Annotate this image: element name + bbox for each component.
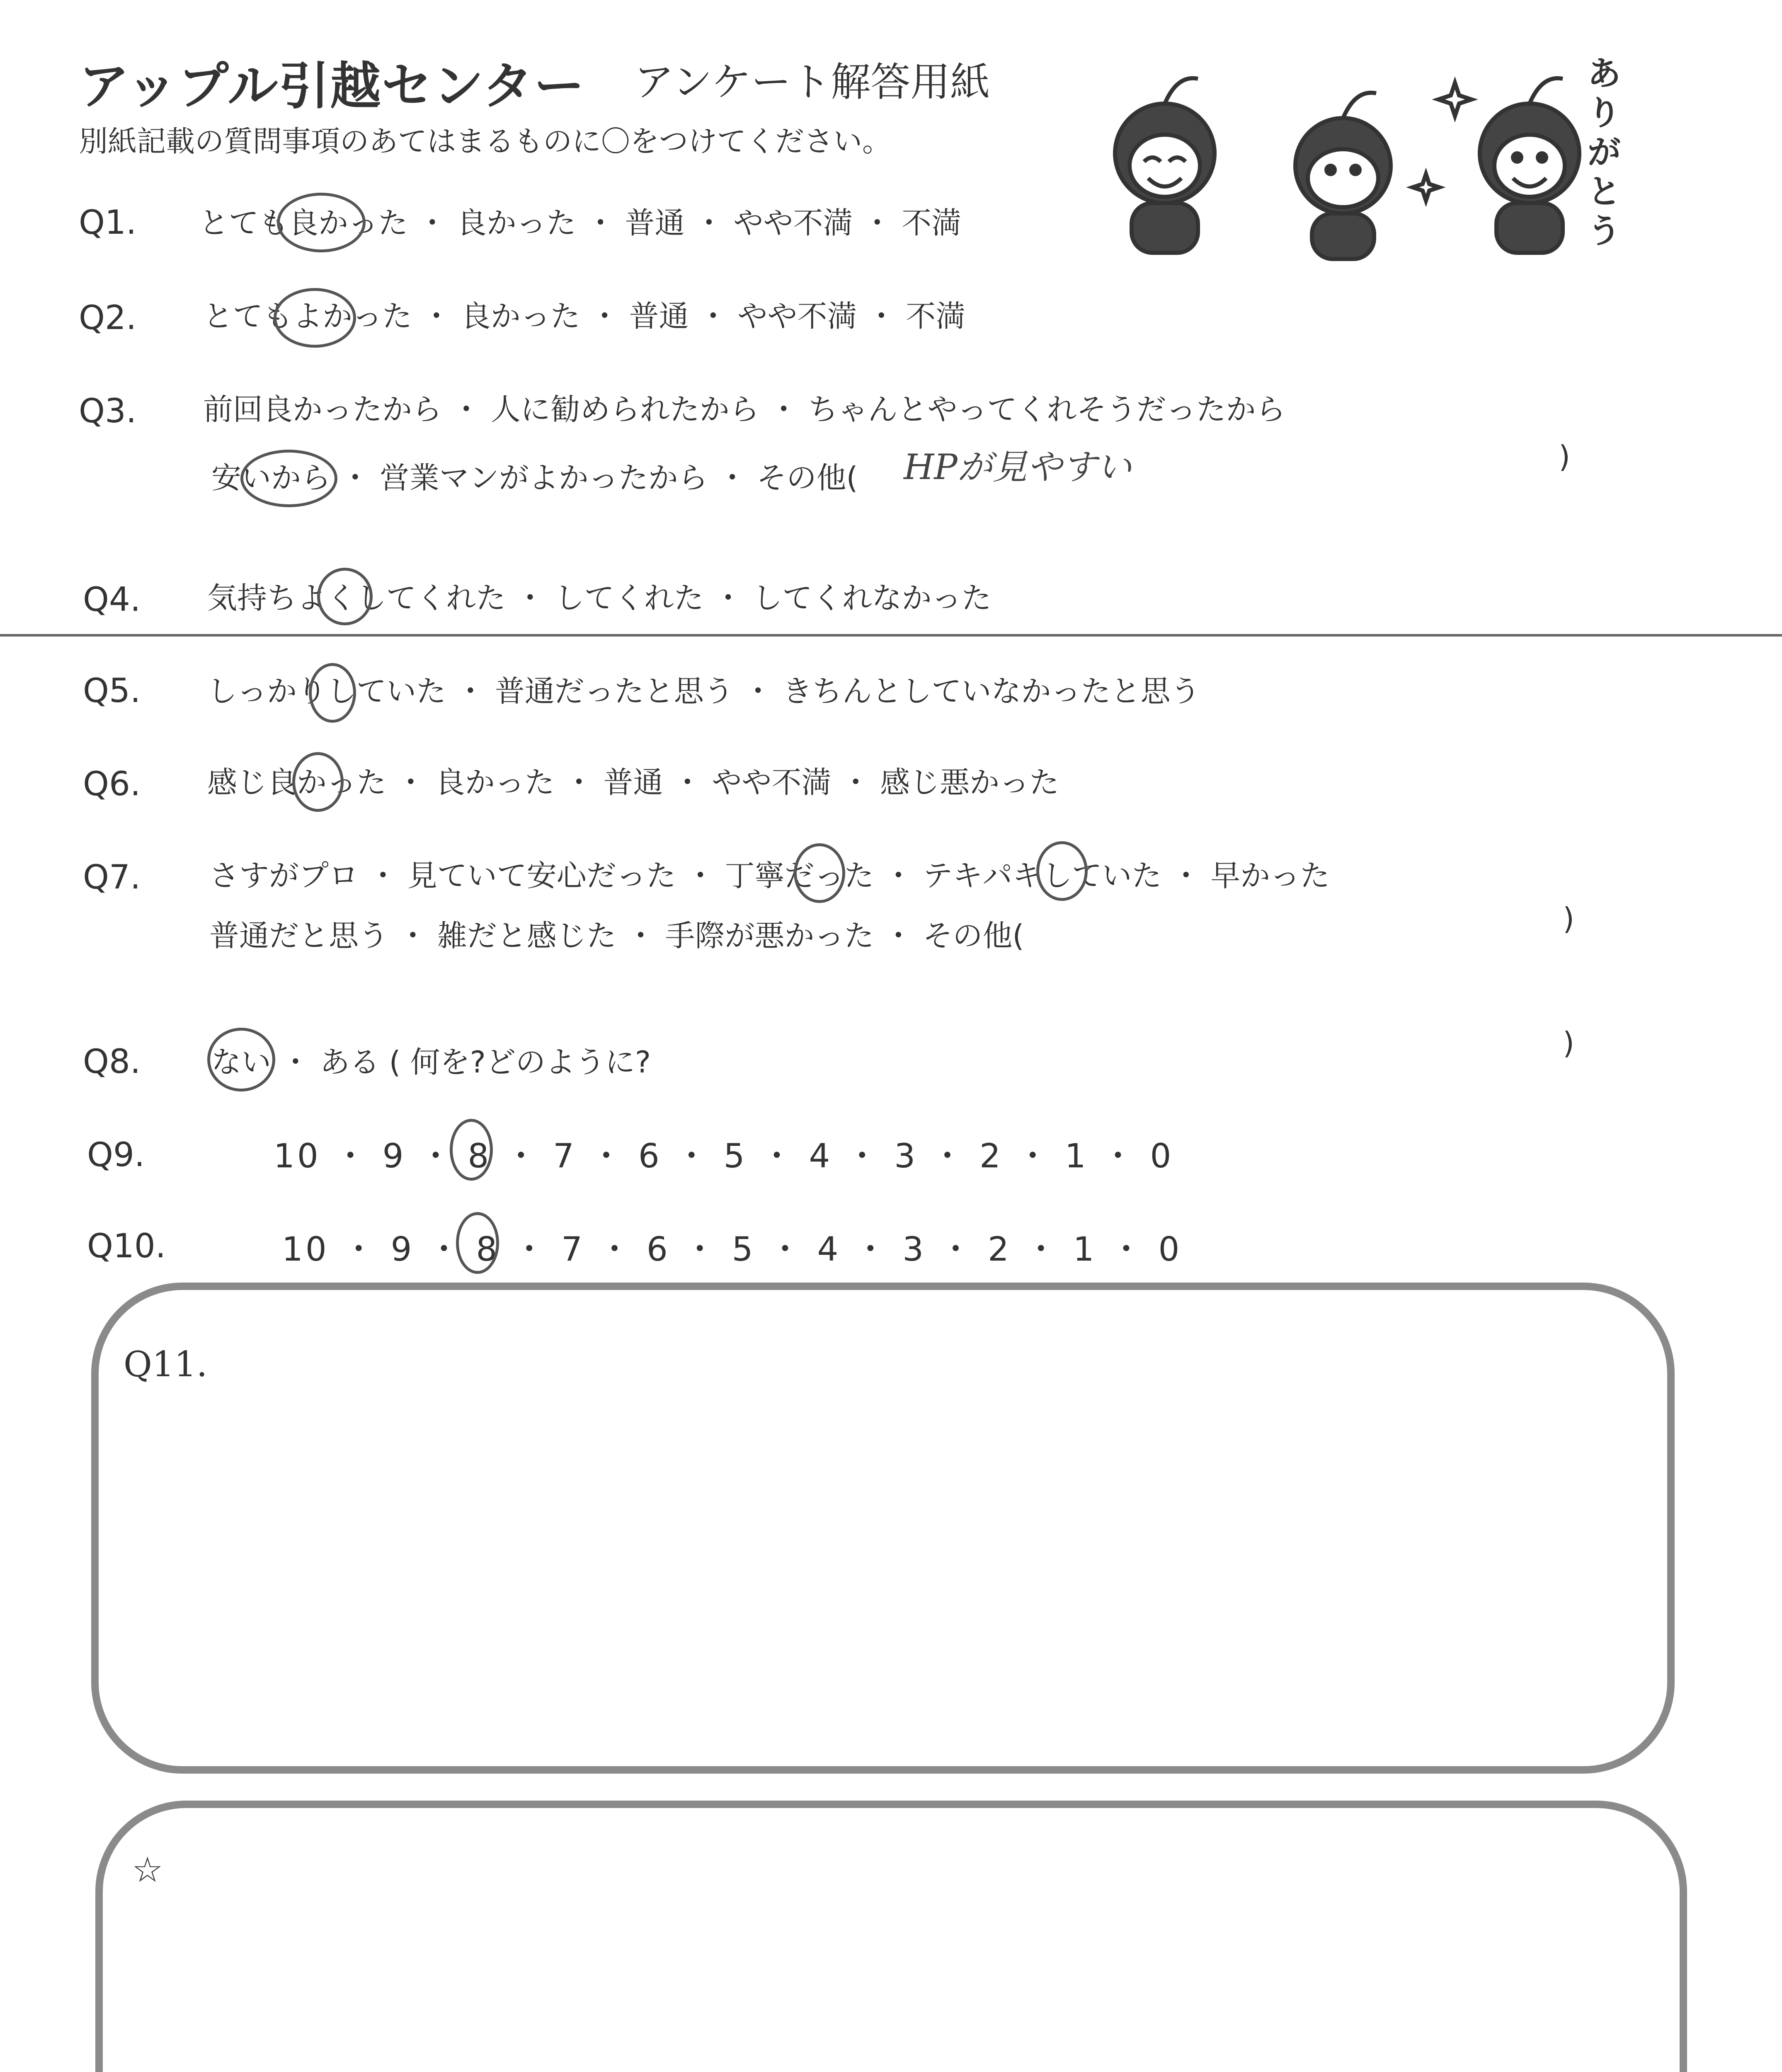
- q7-answer-circle-1: [794, 843, 845, 903]
- q3-answer-circle: [240, 450, 337, 507]
- q8-answer-circle: [207, 1028, 275, 1092]
- form-subtitle: アンケート解答用紙: [634, 59, 990, 105]
- q8-options: ない ・ ある ( 何を?どのように?: [211, 1045, 651, 1080]
- q11-label: Q11.: [124, 1344, 208, 1385]
- q6-label: Q6.: [83, 765, 141, 803]
- q8-label: Q8.: [83, 1042, 141, 1081]
- q3-options-line1: 前回良かったから ・ 人に勧められたから ・ ちゃんとやってくれそうだったから: [203, 392, 1286, 427]
- q5-answer-circle: [309, 663, 356, 723]
- q9-scale: 10 ・ 9 ・ 8 ・ 7 ・ 6 ・ 5 ・ 4 ・ 3 ・ 2 ・ 1 ・ 0: [274, 1137, 1174, 1175]
- q10-label: Q10.: [87, 1227, 166, 1265]
- q7-label: Q7.: [83, 858, 141, 896]
- q1-options: とても良かった ・ 良かった ・ 普通 ・ やや不満 ・ 不満: [199, 206, 962, 240]
- q4-options: 気持ちよくしてくれた ・ してくれた ・ してくれなかった: [207, 581, 992, 615]
- q10-scale: 10 ・ 9 ・ 8 ・ 7 ・ 6 ・ 5 ・ 4 ・ 3 ・ 2 ・ 1 ・ 0: [282, 1230, 1182, 1268]
- q5-options: しっかりしていた ・ 普通だったと思う ・ きちんとしていなかったと思う: [207, 674, 1200, 709]
- q8-close-paren: ): [1563, 1026, 1575, 1060]
- q4-answer-circle: [317, 568, 373, 625]
- q3-options-line2: 安いから ・ 営業マンがよかったから ・ その他(: [211, 460, 858, 495]
- star-label: ☆: [132, 1849, 163, 1890]
- q6-answer-circle: [292, 752, 344, 812]
- q2-label: Q2.: [79, 298, 137, 337]
- q7-options-line1: さすがプロ ・ 見ていて安心だった ・ 丁寧だった ・ テキパキしていた ・ 早かった: [209, 858, 1330, 893]
- q4-label: Q4.: [83, 580, 141, 619]
- q1-label: Q1.: [79, 203, 137, 242]
- q1-answer-circle: [277, 193, 366, 252]
- q11-comment-box: [91, 1283, 1675, 1774]
- star-comment-box: [95, 1801, 1687, 2072]
- q7-options-line2: 普通だと思う ・ 雑だと感じた ・ 手際が悪かった ・ その他(: [209, 918, 1024, 953]
- form-instruction: 別紙記載の質問事項のあてはまるものに〇をつけてください。: [79, 124, 891, 158]
- monkey-mascots-illustration: [1086, 50, 1662, 265]
- q6-options: 感じ良かった ・ 良かった ・ 普通 ・ やや不満 ・ 感じ悪かった: [207, 765, 1060, 800]
- q9-answer-circle: [450, 1119, 493, 1181]
- page-divider-line: [0, 634, 1782, 637]
- q3-close-paren: ): [1559, 439, 1571, 474]
- q5-label: Q5.: [83, 671, 141, 710]
- q10-answer-circle: [456, 1212, 499, 1274]
- q7-answer-circle-2: [1036, 841, 1088, 901]
- form-title: アップル引越センター: [79, 57, 585, 116]
- q7-close-paren: ): [1563, 901, 1575, 936]
- mascot-caption: ありがとう: [1588, 54, 1621, 250]
- q3-other-handwritten: HPが見やすい: [904, 447, 1132, 487]
- q2-answer-circle: [274, 288, 356, 348]
- q2-options: とてもよかった ・ 良かった ・ 普通 ・ やや不満 ・ 不満: [203, 299, 966, 334]
- q3-label: Q3.: [79, 392, 137, 430]
- q9-label: Q9.: [87, 1135, 145, 1174]
